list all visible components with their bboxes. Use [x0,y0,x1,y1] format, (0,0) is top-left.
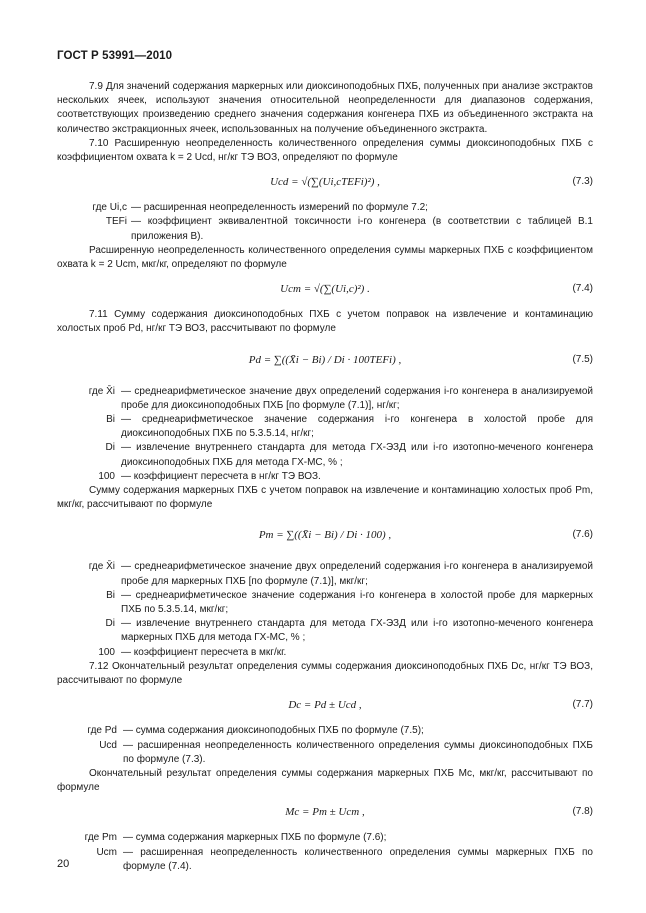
equation-number: (7.3) [572,176,593,188]
legend-row [57,646,593,660]
legend-symbol: где Pd [87,725,117,737]
legend-description: — среднеарифметическое значение содержания i-го конгенера в холостой пробе для диоксиноподобных ПХБ по 5.3.5.14, нг/кг; [121,414,593,440]
legend-symbol: Di [105,618,115,630]
equation-number: (7.8) [572,806,593,818]
legend-symbol: Bi [106,589,115,601]
equation-formula: Ucm = √(∑(Ui,c)²) . [280,283,370,296]
legend-symbol: 100 [98,470,115,482]
legend-description: — среднеарифметическое значение содержания i-го конгенера в холостой пробе для маркерных ПХБ по 5.3.5.14, мкг/кг; [121,589,593,616]
legend-symbol: Ucd [99,739,117,751]
legend-row [57,846,593,874]
equation-number: (7.7) [572,699,593,711]
equation-7-5 [57,341,593,381]
legend-symbol: Ucm [96,846,117,858]
legend-7-8 [57,831,593,874]
legend-description: — коэффициент эквивалентной токсичности i-го конгенера (в соответствии с таблицей В.1 приложения В). [131,216,593,242]
legend-description: — сумма содержания диоксиноподобных ПХБ по формуле (7.5); [123,725,424,737]
equation-7-3 [57,169,593,197]
legend-symbol: где X̄i [88,385,115,397]
paragraph-7-10b: Расширенную неопределенность количественного определения суммы маркерных ПХБ с коэффициентом охвата k = 2 Ucm, мкг/кг, определяют по формуле [57,244,593,271]
legend-symbol: где Pm [84,832,117,844]
equation-7-8 [57,799,593,827]
paragraph-7-10: 7.10 Расширенную неопределенность количественного определения суммы диоксиноподобных ПХБ с коэффициентом охвата k = 2 Ucd, нг/кг ТЭ ВОЗ, определяют по формуле [57,137,593,164]
legend-row [57,413,593,441]
legend-row [57,215,593,243]
legend-symbol: где Ui,c [92,202,127,214]
paragraph-7-12: 7.12 Окончательный результат определения суммы содержания диоксиноподобных ПХБ Dc, нг/кг ТЭ ВОЗ, рассчитывают по формуле [57,660,593,687]
paragraph-7-9: 7.9 Для значений содержания маркерных или диоксиноподобных ПХБ, полученных при анализе экстрактов нескольких ячеек, используют значения относительной неопределенности для диапазонов содержания, соответствующих произведению среднего значения содержания конгенера ПХБ из объединенного экстракта на количество экстракционных ячеек, использованных на получение объединенного экстракта. [57,81,593,135]
document-body [57,80,593,874]
equation-number: (7.5) [572,353,593,365]
legend-description: — извлечение внутреннего стандарта для метода ГХ-ЭЗД или i-го изотопно-меченого конгенера диоксиноподобных ПХБ для метода ГХ-МС, % ; [121,442,593,468]
equation-number: (7.4) [572,283,593,295]
legend-row [57,831,593,845]
legend-row [57,724,593,738]
legend-row [57,470,593,484]
legend-row [57,201,593,215]
equation-7-6 [57,516,593,556]
paragraph-7-12b: Окончательный результат определения суммы содержания маркерных ПХБ Mc, мкг/кг, рассчитывают по формуле [57,767,593,794]
legend-description: — коэффициент пересчета в нг/кг ТЭ ВОЗ. [121,470,321,482]
legend-description: — среднеарифметическое значение двух определений содержания i-го конгенера в анализируемой пробе для маркерных ПХБ [по формуле (7.1)], мкг/кг; [121,561,593,587]
equation-formula: Pd = ∑((X̄i − Bi) / Di · 100TEFi) , [248,353,402,366]
legend-symbol: TEFi [105,216,127,228]
legend-symbol: где X̄i [88,561,115,573]
legend-row [57,739,593,767]
legend-row [57,617,593,645]
document-header: ГОСТ Р 53991—2010 [57,50,173,62]
legend-description: — извлечение внутреннего стандарта для метода ГХ-ЭЗД или i-го изотопно-меченого конгенера маркерных ПХБ для метода ГХ-МС, % ; [121,618,593,644]
legend-symbol: Bi [106,414,115,426]
equation-7-4 [57,276,593,304]
legend-description: — коэффициент пересчета в мкг/кг. [121,646,287,658]
legend-7-3 [57,201,593,244]
legend-description: — среднеарифметическое значение двух определений содержания i-го конгенера в анализируемой пробе для диоксиноподобных ПХБ [по формуле (7.1)], нг/кг; [121,385,593,411]
page-number: 20 [57,858,70,870]
legend-symbol: Di [105,442,115,454]
equation-number: (7.6) [572,529,593,541]
equation-7-7 [57,692,593,720]
legend-row [57,560,593,588]
legend-symbol: 100 [98,646,115,658]
legend-description: — расширенная неопределенность количественного определения суммы диоксиноподобных ПХБ по формуле (7.3). [123,739,593,765]
legend-row [57,589,593,617]
paragraph-7-11b: Сумму содержания маркерных ПХБ с учетом поправок на извлечение и контаминацию холостых проб Pm, мкг/кг, рассчитывают по формуле [57,485,593,511]
equation-formula: Ucd = √(∑(Ui,cTEFi)²) , [270,176,380,189]
equation-formula: Mc = Pm ± Ucm , [285,806,365,819]
equation-formula: Pm = ∑((X̄i − Bi) / Di · 100) , [258,529,392,542]
legend-row [57,385,593,413]
legend-description: — расширенная неопределенность измерений по формуле 7.2; [131,202,428,214]
paragraph-7-11: 7.11 Сумму содержания диоксиноподобных ПХБ с учетом поправок на извлечение и контаминацию холостых проб Pd, нг/кг ТЭ ВОЗ, рассчитывают по формуле [57,309,593,335]
legend-7-6 [57,560,593,659]
legend-description: — сумма содержания маркерных ПХБ по формуле (7.6); [123,832,387,844]
legend-7-5 [57,385,593,484]
equation-formula: Dc = Pd ± Ucd , [288,699,362,712]
legend-7-7 [57,724,593,767]
legend-row [57,441,593,469]
legend-description: — расширенная неопределенность количественного определения суммы маркерных ПХБ по формуле (7.4). [123,846,593,872]
